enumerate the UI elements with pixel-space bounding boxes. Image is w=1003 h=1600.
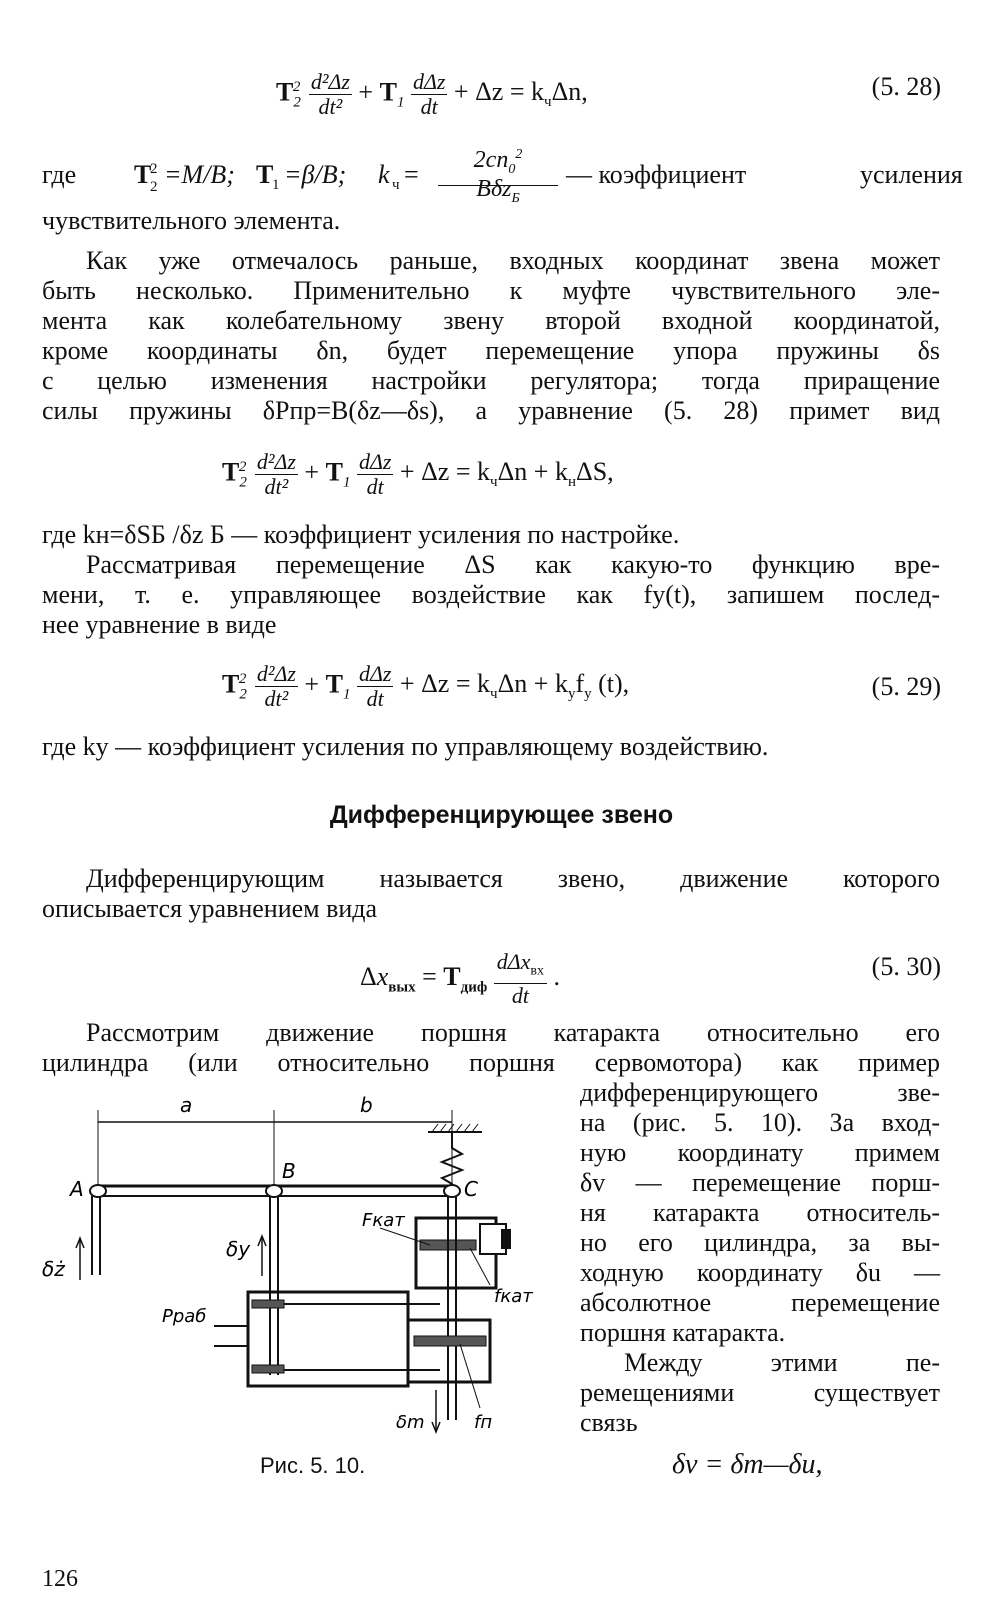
paragraph-2-line: Рассматривая перемещение ΔS как какую-то функцию вре- [86, 550, 940, 579]
where-5-28-continuation: чувствительного элемента. [42, 206, 341, 235]
joint-c [444, 1185, 460, 1197]
section-heading: Дифференцирующее звено [329, 801, 674, 829]
side-line: на (рис. 5. 10). За вход- [580, 1108, 940, 1137]
paragraph-1-line: силы пружины δPпр=B(δz—δs), а уравнение (5. 28) примет вид [42, 396, 940, 425]
paragraph-4-line: Рассмотрим движение поршня катаракта относительно его [86, 1018, 940, 1047]
label-C: C [464, 1177, 478, 1201]
equation-5-30: $\Delta x_{вых} = T_{диф}$ dΔx$_{вх}$ dt . [360, 949, 561, 1009]
equation-with-settings: $T_2^2$ $\frac{\text{d²Δz}}{\text{dt²}}$ + $T_1$ dΔz dt + $\Delta z = k_ч\Delta n + k_н\Delta S$, [222, 449, 614, 499]
label-b: b [360, 1093, 373, 1117]
label-A: A [70, 1177, 84, 1201]
side-line: δv — перемещение порш- [580, 1168, 940, 1197]
side-line: ную координату примем [580, 1138, 940, 1167]
where-settings-line: где kн=δSБ /δz Б — коэффициент усиления по настройке. [42, 520, 680, 549]
side-line: связь [580, 1408, 638, 1437]
equation-5-28: $T_2^2$ $\frac{\text{d²Δz}}{\text{dt²}}$ + $T_1$ dΔz dt + $\Delta z = k_ч\Delta n$, [276, 69, 588, 119]
where-5-29-line: где kу — коэффициент усиления по управляющему воздействию. [42, 732, 769, 761]
side-line: ремещениями существует [580, 1378, 940, 1407]
figure-5-10 [40, 1090, 560, 1450]
paragraph-2-line: мени, т. е. управляющее воздействие как fу(t), запишем послед- [42, 580, 940, 609]
page-number: 126 [42, 1566, 78, 1592]
paragraph-1-line: Как уже отмечалось раньше, входных координат звена может [86, 246, 940, 275]
equation-5-29: $T_2^2$ $\frac{\text{d²Δz}}{\text{dt²}}$ + $T_1$ dΔz dt + $\Delta z = k_ч\Delta n + k_уf_у$ (t), [222, 661, 630, 711]
side-line: но его цилиндра, за вы- [580, 1228, 940, 1257]
side-line: абсолютное перемещение [580, 1288, 940, 1317]
leader-fn [460, 1344, 480, 1408]
figure-caption: Рис. 5. 10. [260, 1453, 366, 1478]
equation-number-5-28: (5. 28) [871, 72, 941, 101]
label-p-rab: Pраб [162, 1306, 207, 1327]
paragraph-3 [42, 864, 940, 924]
paragraph-4 [42, 1018, 940, 1078]
label-a: a [180, 1093, 193, 1117]
paragraph-4-line: цилиндра (или относительно поршня сервомотора) как пример [42, 1048, 940, 1077]
side-paragraph [580, 1078, 940, 1348]
paragraph-1-line: быть несколько. Применительно к муфте чувствительного эле- [42, 276, 940, 305]
side-line: Между этими пе- [624, 1348, 940, 1377]
label-dm: δm [396, 1412, 425, 1433]
paragraph-2-line: нее уравнение в виде [42, 610, 277, 639]
side-line: поршня катаракта. [580, 1318, 786, 1347]
side-paragraph-2 [580, 1348, 940, 1438]
label-f-kat: fкат [494, 1286, 533, 1307]
throttle-knob [502, 1230, 510, 1248]
paragraph-1-line: с целью изменения настройки регулятора; тогда приращение [42, 366, 940, 395]
final-equation: δv = δm—δu, [672, 1449, 823, 1480]
paragraph-1 [42, 246, 940, 426]
paragraph-1-line: мента как колебательному звену второй входной координатой, [42, 306, 940, 335]
joint-b [266, 1185, 282, 1197]
label-dy: δy [226, 1237, 251, 1261]
cataract-lower-piston [414, 1336, 486, 1346]
equation-number-5-29: (5. 29) [871, 672, 941, 701]
label-F-kat: Fкат [362, 1210, 405, 1231]
paragraph-3-line: описывается уравнением вида [42, 894, 378, 923]
side-line: дифференцирующего зве- [580, 1078, 940, 1107]
book-page: $T_2^2$ $\frac{\text{d²Δz}}{\text{dt²}}$ + $T_1$ dΔz dt + $\Delta z = k_ч\Delta n$, (5. 28) где T 2 2 =M/B; T 1 =β/B; k ч = $2cn_0^2$ Bδz$_Б$ — коэффициент усиления чувствительного элемента. Как уже отмечалось раньше, входных координат звена может быть несколько. Применительно к муфте чувствительного эле- мента как колебательному звену второй входной координатой, кроме координаты δn, будет перемещение упора пружины δs с целью изменения настройки регулятора; тогда приращение силы пружины δPпр=B(δz—δs), а уравнение (5. 28) примет вид $T_2^2$ $\frac{\text{d²Δz}}{\text{dt²}}$ + $T_1$ dΔz dt + $\Delta z = k_ч\Delta n + k_н\Delta S$, где kн=δSБ /δz Б — коэффициент усиления по настройке. Рассматривая перемещение ΔS как какую-то функцию вре- мени, т. е. управляющее воздействие как fу(t), запишем послед- нее уравнение в виде $T_2^2$ $\frac{\text{d²Δz}}{\text{dt²}}$ + $T_1$ dΔz dt + $\Delta z = k_ч\Delta n + k_уf_у$ (t), (5. 29) где kу — коэффициент усиления по управляющему воздействию. Дифференцирующее звено Дифференцирующим называется звено, движение которого описывается уравнением вида $\Delta x_{вых} = T_{диф}$ dΔx$_{вх}$ dt . (5. 30) Рассмотрим движение поршня катаракта относительно его цилиндра (или относительно поршня сервомотора) как пример дифференцирующего зве- на (рис. 5. 10). За вход- ную координату примем δv — перемещение порш- ня катаракта относитель- но его цилиндра, за вы- ходную координату δu — абсолютное перемещение поршня катаракта. Между этими пе- ремещениями существует связь a b A B C δż δy Fкат fкат Pраб δm fп Рис. 5. 10. δv = δm—δu, 126 [0, 0, 1003, 1600]
label-fn: fп [474, 1412, 493, 1433]
label-dz: δż [42, 1257, 65, 1281]
paragraph-2 [42, 550, 940, 640]
joint-a [90, 1185, 106, 1197]
label-B: B [282, 1159, 296, 1183]
servomotor-piston-bottom [252, 1365, 284, 1373]
paragraph-3-line: Дифференцирующим называется звено, движение которого [86, 864, 940, 893]
paragraph-1-line: кроме координаты δn, будет перемещение упора пружины δs [42, 336, 940, 365]
servomotor-piston-top [252, 1300, 284, 1308]
equation-number-5-30: (5. 30) [871, 952, 941, 981]
ground-hatch [432, 1124, 478, 1132]
side-line: ходную координату δu — [580, 1258, 940, 1287]
side-line: ня катаракта относитель- [580, 1198, 940, 1227]
